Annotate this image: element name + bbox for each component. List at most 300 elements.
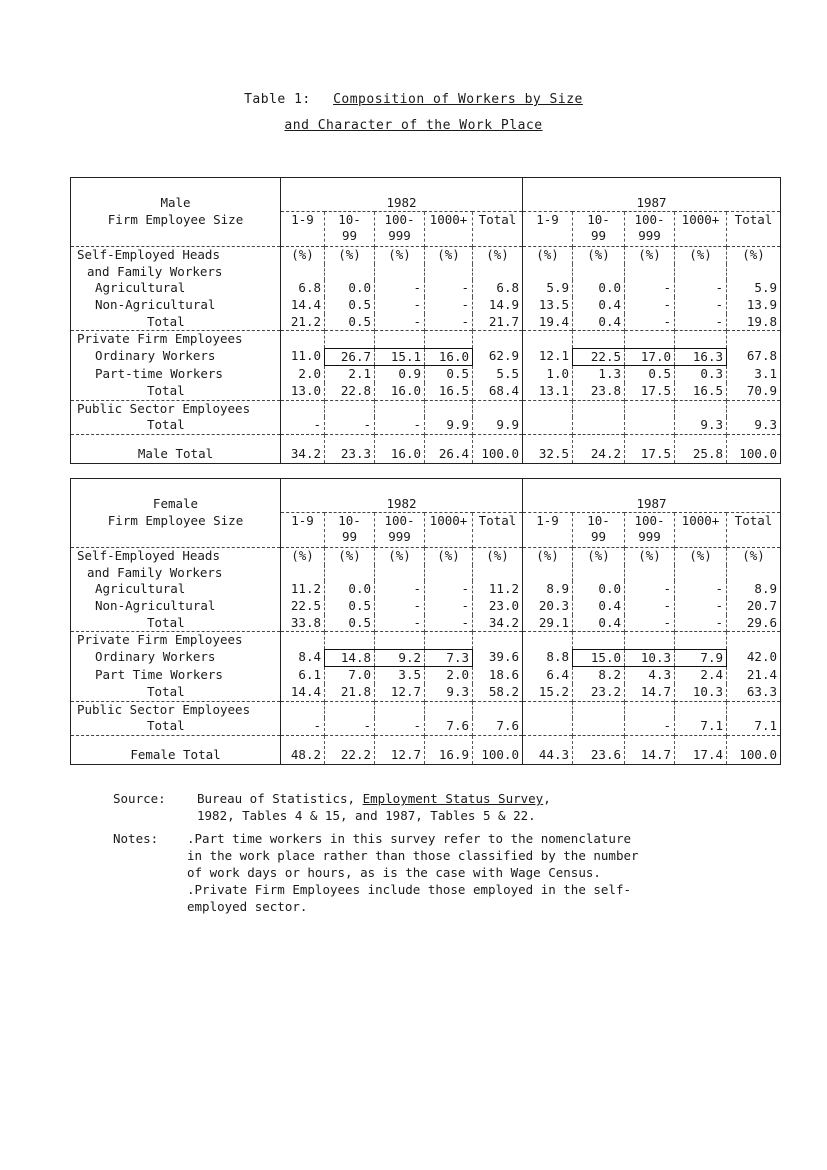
table-cell: 32.5: [523, 434, 573, 463]
table-cell: 8.9: [727, 581, 781, 598]
table-cell: [281, 701, 325, 718]
table-cell: [523, 400, 573, 417]
row-label: Part-time Workers: [71, 366, 281, 383]
table-cell: 48.2: [281, 735, 325, 764]
table-cell: 7.1: [727, 718, 781, 735]
column-header: 1-9: [523, 212, 573, 247]
table-cell: 8.4: [281, 649, 325, 667]
table-cell: 26.4: [425, 434, 473, 463]
table-cell: -: [625, 718, 675, 735]
table-cell: 17.5: [625, 383, 675, 400]
table-cell: [523, 632, 573, 650]
table-cell: 23.3: [325, 434, 375, 463]
column-header: 10- 99: [325, 513, 375, 548]
table-cell: [573, 400, 625, 417]
table-cell: [425, 264, 473, 281]
table-cell: 17.5: [625, 434, 675, 463]
row-label: and Family Workers: [71, 264, 281, 281]
table-row: [71, 598, 781, 615]
table-cell: 16.5: [425, 383, 473, 400]
table-cell: [625, 565, 675, 582]
table-cell: 9.2: [375, 649, 425, 667]
table-cell: [727, 264, 781, 281]
table-cell: 16.0: [425, 348, 473, 366]
table-cell: 23.6: [573, 735, 625, 764]
table-row: [71, 434, 781, 463]
table-cell: -: [675, 615, 727, 632]
header-sublabel: Firm Employee Size: [71, 212, 281, 247]
table-row: [71, 701, 781, 718]
column-header: 100- 999: [375, 212, 425, 247]
table-cell: 67.8: [727, 348, 781, 366]
table-cell: [325, 400, 375, 417]
table-cell: 13.5: [523, 297, 573, 314]
table-cell: (%): [727, 548, 781, 565]
table-cell: [473, 565, 523, 582]
table-cell: -: [625, 280, 675, 297]
table-cell: 0.0: [325, 581, 375, 598]
table-cell: 0.4: [573, 615, 625, 632]
table-cell: 33.8: [281, 615, 325, 632]
notes-key: Notes:: [113, 831, 159, 846]
table-cell: (%): [523, 247, 573, 264]
table-cell: [675, 331, 727, 349]
table-cell: [523, 417, 573, 434]
column-header: 10- 99: [573, 212, 625, 247]
table-cell: 42.0: [727, 649, 781, 667]
table-cell: 9.3: [425, 684, 473, 701]
table-cell: 0.4: [573, 598, 625, 615]
table-cell: [625, 701, 675, 718]
table-cell: 63.3: [727, 684, 781, 701]
table-cell: 6.8: [281, 280, 325, 297]
table-cell: (%): [625, 247, 675, 264]
table-cell: [727, 701, 781, 718]
table-cell: 12.7: [375, 684, 425, 701]
table-cell: 0.5: [425, 366, 473, 383]
table-row: [71, 649, 781, 667]
row-label: and Family Workers: [71, 565, 281, 582]
table-cell: [425, 565, 473, 582]
table-cell: [573, 718, 625, 735]
table-cell: 14.9: [473, 297, 523, 314]
table-cell: 17.4: [675, 735, 727, 764]
row-label: Part Time Workers: [71, 667, 281, 684]
table-cell: 0.5: [325, 297, 375, 314]
table-cell: 0.4: [573, 297, 625, 314]
column-header: Total: [727, 212, 781, 247]
table-row: [71, 548, 781, 565]
table-row: [71, 615, 781, 632]
row-label: Self-Employed Heads: [71, 548, 281, 565]
table-cell: (%): [523, 548, 573, 565]
year-header: 1982: [281, 496, 523, 513]
source-note: [113, 790, 667, 824]
table-cell: 14.7: [625, 684, 675, 701]
table-cell: 0.5: [325, 314, 375, 331]
table-cell: 13.1: [523, 383, 573, 400]
table-title-prefix: Table 1:: [244, 92, 311, 107]
table-cell: 0.5: [625, 366, 675, 383]
table-cell: 14.4: [281, 684, 325, 701]
source-text: [197, 790, 667, 824]
table-cell: -: [281, 417, 325, 434]
table-cell: -: [375, 417, 425, 434]
table-cell: 9.9: [425, 417, 473, 434]
table-cell: -: [625, 598, 675, 615]
row-label: Self-Employed Heads: [71, 247, 281, 264]
table-cell: (%): [375, 548, 425, 565]
table-cell: 7.6: [473, 718, 523, 735]
table-cell: -: [675, 280, 727, 297]
table-cell: [473, 701, 523, 718]
table-cell: -: [625, 314, 675, 331]
row-label: Public Sector Employees: [71, 701, 281, 718]
table-cell: 2.0: [281, 366, 325, 383]
table-cell: 0.4: [573, 314, 625, 331]
table-cell: [727, 331, 781, 349]
table-cell: 23.0: [473, 598, 523, 615]
table-cell: 1.0: [523, 366, 573, 383]
source-key: Source:: [113, 791, 166, 806]
table-cell: 0.9: [375, 366, 425, 383]
table-cell: 22.8: [325, 383, 375, 400]
table-cell: 29.1: [523, 615, 573, 632]
table-cell: 16.9: [425, 735, 473, 764]
table-cell: 12.1: [523, 348, 573, 366]
table-cell: 7.1: [675, 718, 727, 735]
table-cell: 23.8: [573, 383, 625, 400]
table-cell: [473, 632, 523, 650]
year-header: 1982: [281, 195, 523, 212]
column-header: Total: [473, 212, 523, 247]
table-cell: [625, 400, 675, 417]
header-sublabel: Firm Employee Size: [71, 513, 281, 548]
table-cell: (%): [675, 247, 727, 264]
table-cell: 5.9: [523, 280, 573, 297]
table-row: [71, 417, 781, 434]
table-cell: -: [375, 718, 425, 735]
table-cell: 6.8: [473, 280, 523, 297]
table-cell: [675, 565, 727, 582]
table-cell: 2.1: [325, 366, 375, 383]
source-prefix: Bureau of Statistics,: [197, 791, 363, 806]
table-cell: -: [625, 297, 675, 314]
table-cell: 7.6: [425, 718, 473, 735]
table-row: [71, 684, 781, 701]
table-cell: 7.3: [425, 649, 473, 667]
column-header: Total: [473, 513, 523, 548]
table-cell: 9.3: [675, 417, 727, 434]
table-cell: [281, 331, 325, 349]
table-cell: 22.2: [325, 735, 375, 764]
table-cell: 5.9: [727, 280, 781, 297]
column-header: 1000+: [425, 513, 473, 548]
table-cell: [675, 400, 727, 417]
table-cell: 22.5: [281, 598, 325, 615]
table-row: [71, 331, 781, 349]
year-header: 1987: [523, 496, 781, 513]
row-label: Public Sector Employees: [71, 400, 281, 417]
table-cell: [375, 331, 425, 349]
table-cell: 0.5: [325, 615, 375, 632]
table-cell: 23.2: [573, 684, 625, 701]
table-cell: [375, 565, 425, 582]
row-label: Total: [71, 615, 281, 632]
table-cell: (%): [375, 247, 425, 264]
table-cell: 14.4: [281, 297, 325, 314]
table-cell: 15.1: [375, 348, 425, 366]
table-cell: [425, 701, 473, 718]
header-label: Male: [71, 195, 281, 212]
row-label: Total: [71, 417, 281, 434]
table-cell: 20.3: [523, 598, 573, 615]
row-label: Ordinary Workers: [71, 348, 281, 366]
table-cell: [523, 701, 573, 718]
table-row: [71, 366, 781, 383]
table-cell: 11.2: [281, 581, 325, 598]
table-cell: [625, 417, 675, 434]
table-cell: 6.1: [281, 667, 325, 684]
table-cell: [281, 264, 325, 281]
table-row: [71, 280, 781, 297]
table-cell: [573, 632, 625, 650]
table-row: [71, 264, 781, 281]
table-cell: 1.3: [573, 366, 625, 383]
notes: [113, 830, 647, 915]
table-cell: 21.8: [325, 684, 375, 701]
table-row: [71, 667, 781, 684]
table-cell: [625, 331, 675, 349]
row-label: Total: [71, 718, 281, 735]
column-header: 1-9: [281, 212, 325, 247]
table-cell: 20.7: [727, 598, 781, 615]
table-cell: 16.5: [675, 383, 727, 400]
table-cell: -: [675, 598, 727, 615]
table-cell: [473, 400, 523, 417]
table-cell: 0.3: [675, 366, 727, 383]
table-cell: 0.0: [325, 280, 375, 297]
table-cell: 68.4: [473, 383, 523, 400]
column-header: 100- 999: [625, 513, 675, 548]
table-title: [0, 92, 827, 107]
table-cell: 34.2: [281, 434, 325, 463]
table-row: [71, 247, 781, 264]
female-table: [70, 478, 781, 765]
column-header: 1-9: [523, 513, 573, 548]
table-cell: 21.4: [727, 667, 781, 684]
table-row: [71, 314, 781, 331]
table-cell: -: [375, 297, 425, 314]
row-label: Female Total: [71, 735, 281, 764]
table-cell: [281, 632, 325, 650]
table-cell: 15.2: [523, 684, 573, 701]
table-cell: 3.5: [375, 667, 425, 684]
table-cell: 39.6: [473, 649, 523, 667]
note-item: .Part time workers in this survey refer to the nomenclature in the work place rather than those classified by the number of work days or hours, as is the case with Wage Census.: [187, 831, 639, 880]
table-cell: (%): [675, 548, 727, 565]
table-cell: [325, 565, 375, 582]
table-cell: 19.4: [523, 314, 573, 331]
table-cell: [325, 701, 375, 718]
table-cell: -: [281, 718, 325, 735]
table-cell: [727, 565, 781, 582]
table-cell: 62.9: [473, 348, 523, 366]
table-cell: (%): [281, 247, 325, 264]
table-cell: [281, 400, 325, 417]
table-cell: 9.3: [727, 417, 781, 434]
table-cell: -: [425, 615, 473, 632]
table-cell: 24.2: [573, 434, 625, 463]
table-cell: [573, 264, 625, 281]
column-header: 100- 999: [375, 513, 425, 548]
table-cell: -: [425, 598, 473, 615]
table-title-line2-text: and Character of the Work Place: [284, 118, 543, 133]
table-cell: (%): [325, 247, 375, 264]
table-cell: [375, 264, 425, 281]
table-cell: [473, 331, 523, 349]
table-cell: 100.0: [727, 735, 781, 764]
table-cell: (%): [727, 247, 781, 264]
note-item: .Private Firm Employees include those employed in the self-employed sector.: [187, 882, 632, 914]
table-cell: -: [325, 417, 375, 434]
table-cell: 13.0: [281, 383, 325, 400]
table-row: [71, 297, 781, 314]
table-cell: [573, 331, 625, 349]
table-cell: [625, 632, 675, 650]
column-header: 1-9: [281, 513, 325, 548]
table-cell: 13.9: [727, 297, 781, 314]
table-cell: [727, 400, 781, 417]
table-cell: (%): [473, 548, 523, 565]
table-cell: 16.0: [375, 383, 425, 400]
table-row: [71, 581, 781, 598]
table-cell: [573, 565, 625, 582]
row-label: Non-Agricultural: [71, 598, 281, 615]
table-cell: -: [425, 297, 473, 314]
table-cell: -: [325, 718, 375, 735]
table-cell: [425, 331, 473, 349]
table-cell: 11.2: [473, 581, 523, 598]
table-cell: 44.3: [523, 735, 573, 764]
table-cell: 26.7: [325, 348, 375, 366]
row-label: Total: [71, 684, 281, 701]
row-label: Private Firm Employees: [71, 632, 281, 650]
table-row: [71, 565, 781, 582]
table-cell: 4.3: [625, 667, 675, 684]
table-cell: 0.0: [573, 581, 625, 598]
table-cell: -: [625, 615, 675, 632]
table-cell: 16.0: [375, 434, 425, 463]
table-row: [71, 383, 781, 400]
column-header: 10- 99: [573, 513, 625, 548]
table-cell: [375, 701, 425, 718]
table-cell: (%): [573, 548, 625, 565]
table-cell: [675, 632, 727, 650]
table-title-line2: [0, 118, 827, 133]
table-cell: [425, 400, 473, 417]
table-cell: [325, 632, 375, 650]
table-cell: -: [375, 615, 425, 632]
table-cell: 34.2: [473, 615, 523, 632]
table-cell: -: [675, 581, 727, 598]
table-cell: (%): [473, 247, 523, 264]
table-cell: 18.6: [473, 667, 523, 684]
row-label: Agricultural: [71, 280, 281, 297]
table-cell: 14.7: [625, 735, 675, 764]
column-header: Total: [727, 513, 781, 548]
table-cell: [473, 264, 523, 281]
table-cell: 8.9: [523, 581, 573, 598]
table-cell: [375, 632, 425, 650]
table-cell: 21.2: [281, 314, 325, 331]
table-cell: 10.3: [675, 684, 727, 701]
table-cell: 22.5: [573, 348, 625, 366]
table-cell: (%): [281, 548, 325, 565]
table-cell: -: [425, 314, 473, 331]
table-cell: 9.9: [473, 417, 523, 434]
table-cell: [325, 264, 375, 281]
header-label: Female: [71, 496, 281, 513]
table-cell: 15.0: [573, 649, 625, 667]
row-label: Male Total: [71, 434, 281, 463]
male-table: [70, 177, 781, 464]
table-cell: [523, 264, 573, 281]
table-cell: 100.0: [727, 434, 781, 463]
table-cell: [727, 632, 781, 650]
table-cell: -: [625, 581, 675, 598]
table-row: [71, 718, 781, 735]
table-cell: [523, 331, 573, 349]
table-cell: [573, 417, 625, 434]
table-cell: 0.0: [573, 280, 625, 297]
table-cell: 8.2: [573, 667, 625, 684]
row-label: Non-Agricultural: [71, 297, 281, 314]
table-cell: 19.8: [727, 314, 781, 331]
table-cell: [375, 400, 425, 417]
table-cell: [625, 264, 675, 281]
table-row: [71, 400, 781, 417]
table-cell: [325, 331, 375, 349]
source-survey: Employment Status Survey: [362, 791, 544, 806]
table-cell: 0.5: [325, 598, 375, 615]
table-cell: -: [425, 581, 473, 598]
table-cell: 70.9: [727, 383, 781, 400]
table-cell: 14.8: [325, 649, 375, 667]
table-cell: 3.1: [727, 366, 781, 383]
table-cell: 11.0: [281, 348, 325, 366]
year-header: 1987: [523, 195, 781, 212]
table-cell: -: [375, 314, 425, 331]
table-cell: [675, 701, 727, 718]
table-cell: 21.7: [473, 314, 523, 331]
table-cell: 17.0: [625, 348, 675, 366]
table-cell: (%): [573, 247, 625, 264]
table-cell: 100.0: [473, 434, 523, 463]
table-cell: 7.9: [675, 649, 727, 667]
table-title-line1: Composition of Workers by Size: [333, 92, 583, 107]
table-row: [71, 632, 781, 650]
table-cell: -: [375, 581, 425, 598]
column-header: 1000+: [675, 212, 727, 247]
table-cell: -: [375, 598, 425, 615]
table-cell: (%): [625, 548, 675, 565]
table-cell: (%): [325, 548, 375, 565]
table-cell: (%): [425, 548, 473, 565]
table-cell: [425, 632, 473, 650]
table-cell: 2.0: [425, 667, 473, 684]
row-label: Agricultural: [71, 581, 281, 598]
